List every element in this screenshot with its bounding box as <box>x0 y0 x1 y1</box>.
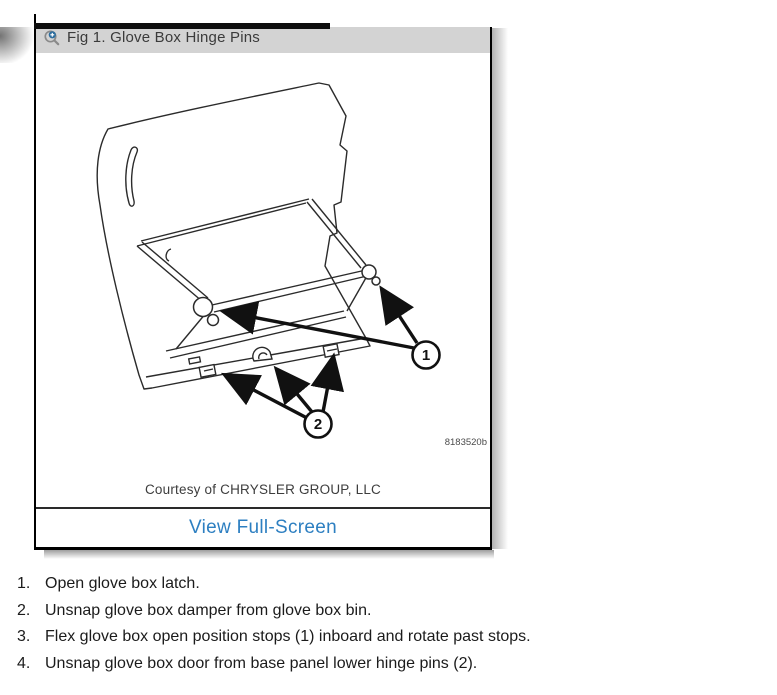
left-edge-shadow <box>0 27 35 63</box>
figure-title: Fig 1. Glove Box Hinge Pins <box>67 28 260 46</box>
step-3-number: 3. <box>17 628 31 646</box>
callout-2 <box>305 411 332 438</box>
lower-hinge-tab-3 <box>323 344 339 357</box>
callout-2-label: 2 <box>313 416 323 433</box>
clipped-content-bar <box>34 23 330 29</box>
step-1-text: Open glove box latch. <box>45 575 200 592</box>
fullscreen-row <box>36 509 490 547</box>
glove-box-diagram <box>36 53 490 472</box>
step-2-number: 2. <box>17 601 31 619</box>
box-shadow-right <box>492 28 508 549</box>
view-fullscreen-link[interactable]: View Full-Screen <box>188 517 338 538</box>
figure-header[interactable] <box>36 27 490 53</box>
step-4 <box>17 651 747 678</box>
figure-image <box>36 53 490 472</box>
lower-hinge-tab-1 <box>199 365 216 378</box>
hinge-pin-upper-right <box>362 265 380 285</box>
step-2 <box>17 598 747 625</box>
figure-panel <box>34 27 492 550</box>
step-3-text: Flex glove box open position stops (1) inboard and rotate past stops. <box>45 628 531 646</box>
step-1 <box>17 571 747 598</box>
step-2-text: Unsnap glove box damper from glove box bin. <box>45 601 372 619</box>
courtesy-label: Courtesy of CHRYSLER GROUP, LLC <box>144 482 382 497</box>
procedure-steps <box>17 571 747 677</box>
part-number-label: 8183520b <box>444 437 487 448</box>
step-3 <box>17 624 747 651</box>
step-1-number: 1. <box>17 575 31 592</box>
box-shadow-bottom <box>44 550 494 559</box>
step-4-number: 4. <box>17 654 31 672</box>
callout-1-label: 1 <box>421 347 431 364</box>
zoom-in-icon[interactable] <box>43 29 61 52</box>
callout-1 <box>413 342 440 369</box>
step-4-text: Unsnap glove box door from base panel lower hinge pins (2). <box>45 654 478 672</box>
